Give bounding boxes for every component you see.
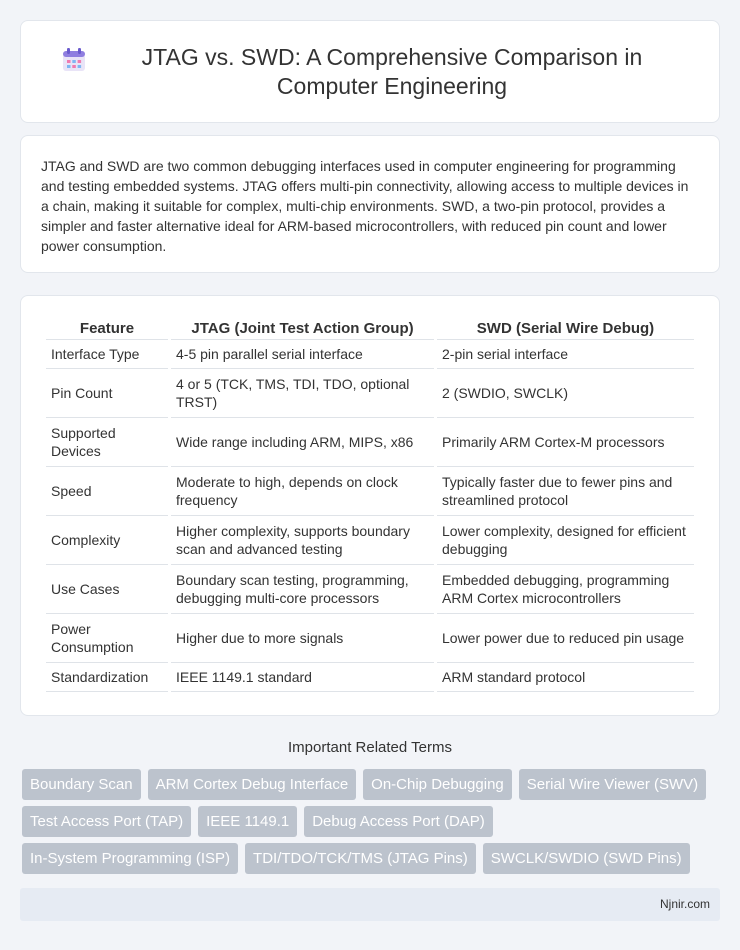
footer — [20, 888, 720, 921]
jtag-cell: Wide range including ARM, MIPS, x86 — [171, 418, 434, 467]
table-row — [46, 340, 694, 369]
term-chip[interactable]: On-Chip Debugging — [363, 769, 512, 800]
jtag-cell: Higher due to more signals — [171, 614, 434, 663]
term-chip[interactable]: In-System Programming (ISP) — [22, 843, 238, 874]
related-terms-list — [22, 769, 720, 880]
table-row — [46, 369, 694, 418]
swd-cell: Primarily ARM Cortex-M processors — [437, 418, 694, 467]
table-row — [46, 418, 694, 467]
table-row — [46, 565, 694, 614]
swd-cell: 2 (SWDIO, SWCLK) — [437, 369, 694, 418]
feature-cell: Speed — [46, 467, 168, 516]
feature-cell: Standardization — [46, 663, 168, 692]
term-chip[interactable]: IEEE 1149.1 — [198, 806, 297, 837]
term-chip[interactable]: Debug Access Port (DAP) — [304, 806, 493, 837]
feature-cell: Pin Count — [46, 369, 168, 418]
term-chip[interactable]: TDI/TDO/TCK/TMS (JTAG Pins) — [245, 843, 476, 874]
swd-cell: 2-pin serial interface — [437, 340, 694, 369]
related-terms-title: Important Related Terms — [288, 739, 452, 756]
feature-cell: Supported Devices — [46, 418, 168, 467]
jtag-cell: Moderate to high, depends on clock frequency — [171, 467, 434, 516]
footer-site-link[interactable]: Njnir.com — [659, 897, 710, 911]
header-swd: SWD (Serial Wire Debug) — [437, 318, 694, 340]
calendar-icon — [61, 47, 87, 73]
jtag-cell: IEEE 1149.1 standard — [171, 663, 434, 692]
feature-cell: Power Consumption — [46, 614, 168, 663]
intro-card — [20, 135, 720, 273]
feature-cell: Interface Type — [46, 340, 168, 369]
jtag-cell: 4 or 5 (TCK, TMS, TDI, TDO, optional TRST) — [171, 369, 434, 418]
title-row — [61, 43, 679, 101]
term-chip[interactable]: Boundary Scan — [22, 769, 141, 800]
header-feature: Feature — [46, 318, 168, 340]
title-card — [20, 20, 720, 123]
jtag-cell: Higher complexity, supports boundary scan and advanced testing — [171, 516, 434, 565]
swd-cell: Embedded debugging, programming ARM Cortex microcontrollers — [437, 565, 694, 614]
comparison-table-card — [20, 295, 720, 716]
table-row — [46, 663, 694, 692]
swd-cell: ARM standard protocol — [437, 663, 694, 692]
page-title: JTAG vs. SWD: A Comprehensive Comparison in Computer Engineering — [141, 43, 643, 99]
swd-cell: Lower complexity, designed for efficient debugging — [437, 516, 694, 565]
term-chip[interactable]: ARM Cortex Debug Interface — [148, 769, 357, 800]
term-chip[interactable]: SWCLK/SWDIO (SWD Pins) — [483, 843, 690, 874]
comparison-table — [43, 318, 697, 692]
swd-cell: Lower power due to reduced pin usage — [437, 614, 694, 663]
intro-text: JTAG and SWD are two common debugging interfaces used in computer engineering for programming and testing embedded systems. JTAG offers multi-pin connectivity, allowing access to multiple devices in a chain, making it suitable for complex, multi-chip environments. SWD, a two-pin protocol, provides a simpler and faster alternative ideal for ARM-based microcontrollers, with reduced pin count and lower power consumption. — [41, 158, 689, 254]
header-jtag: JTAG (Joint Test Action Group) — [171, 318, 434, 340]
table-row — [46, 516, 694, 565]
jtag-cell: Boundary scan testing, programming, debugging multi-core processors — [171, 565, 434, 614]
term-chip[interactable]: Serial Wire Viewer (SWV) — [519, 769, 706, 800]
table-header-row — [46, 318, 694, 340]
feature-cell: Complexity — [46, 516, 168, 565]
table-row — [46, 467, 694, 516]
swd-cell: Typically faster due to fewer pins and streamlined protocol — [437, 467, 694, 516]
feature-cell: Use Cases — [46, 565, 168, 614]
term-chip[interactable]: Test Access Port (TAP) — [22, 806, 191, 837]
jtag-cell: 4-5 pin parallel serial interface — [171, 340, 434, 369]
table-row — [46, 614, 694, 663]
